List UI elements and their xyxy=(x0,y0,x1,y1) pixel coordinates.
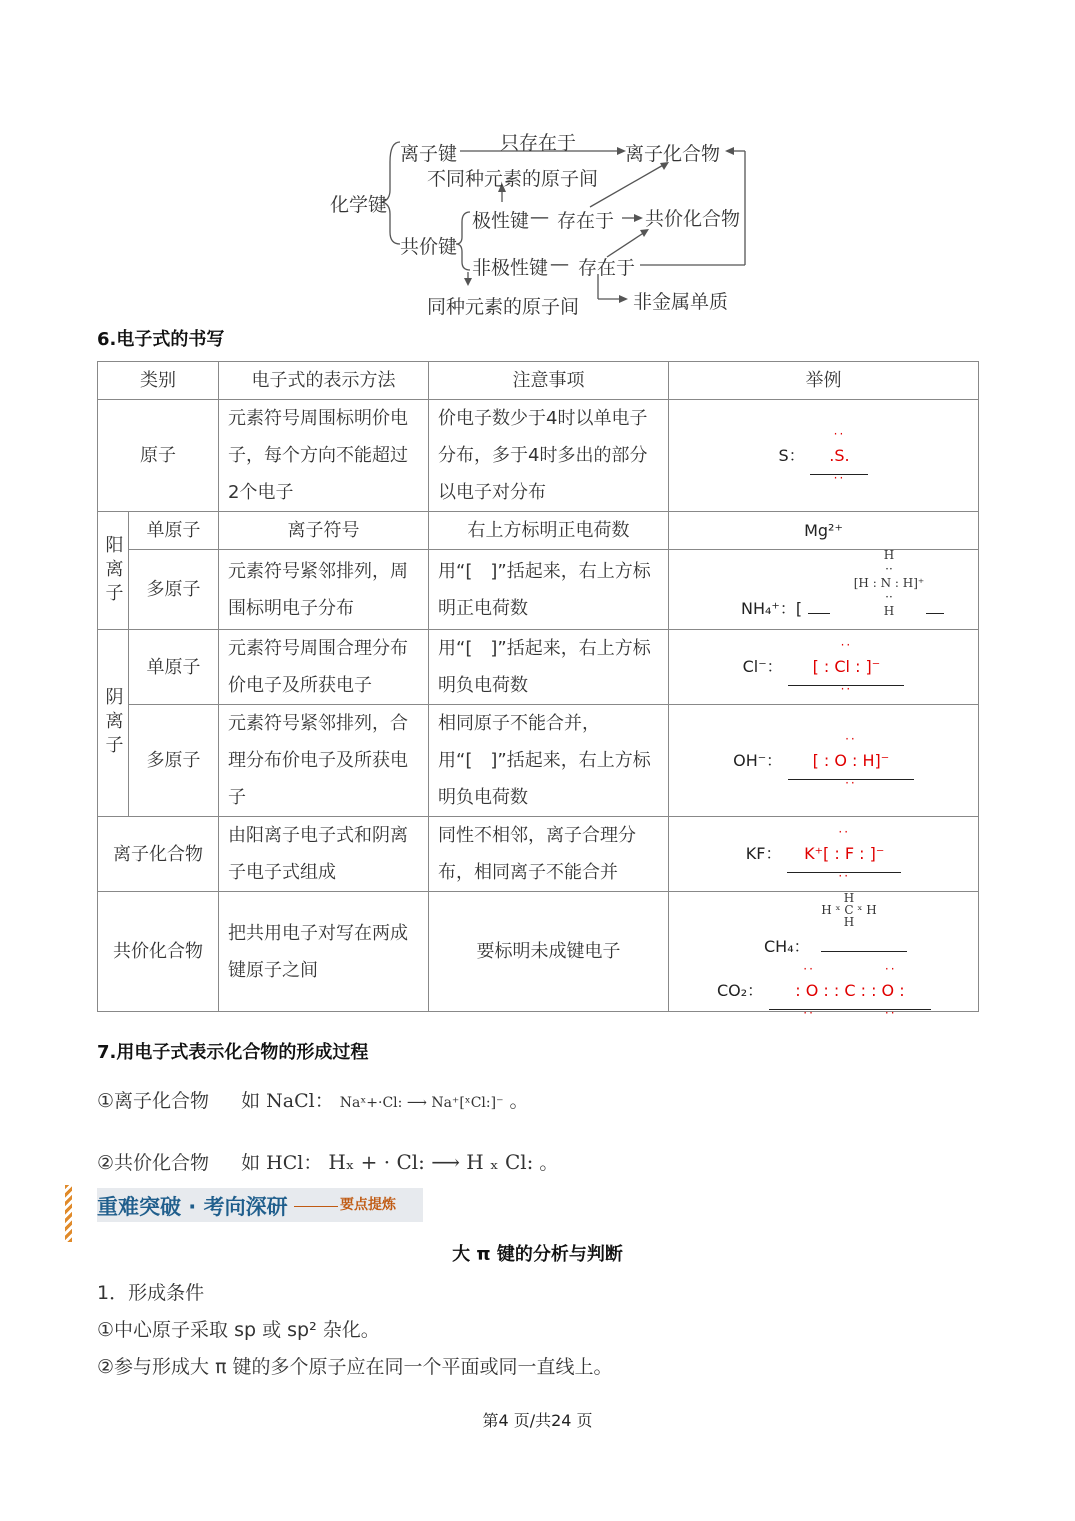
table-row-anion-mono xyxy=(98,630,979,705)
nonpolar-bond-label: 非极性键 xyxy=(472,257,549,279)
cell-cation-mono-note: 右上方标明正电荷数 xyxy=(429,512,669,550)
co2-label: CO₂： xyxy=(717,981,764,1000)
cell-covalent-note: 要标明未成键电子 xyxy=(429,892,669,1012)
header-example: 举例 xyxy=(669,362,979,400)
cell-covalent-category: 共价化合物 xyxy=(98,892,219,1012)
cell-anion-poly-note: 相同原子不能合并，用“[ ]”括起来，右上方标明负电荷数 xyxy=(429,705,669,817)
cell-covalent-method: 把共用电子对写在两成键原子之间 xyxy=(219,892,429,1012)
cell-cation-poly-sub: 多原子 xyxy=(129,550,219,630)
pi-item-3: ②参与形成大 π 键的多个原子应在同一个平面或同一直线上。 xyxy=(97,1356,613,1378)
ch4-structure: H H ˣ C ˣ H H xyxy=(821,891,877,929)
cell-atom-note: 价电子数少于4时以单电子分布，多于4时多出的部分以电子对分布 xyxy=(429,400,669,512)
cell-cation-poly-example xyxy=(669,550,979,630)
atom-example-answer: ·· .S. ·· xyxy=(829,426,850,485)
cell-anion-group: 阴离子 xyxy=(98,630,129,817)
ch4-label: CH₄： xyxy=(764,937,810,956)
covalent-formation-line xyxy=(97,1148,558,1175)
diff-elements-label: 不同种元素的原子间 xyxy=(427,168,599,190)
ionic-formation-line xyxy=(97,1086,529,1113)
header-note: 注意事项 xyxy=(429,362,669,400)
nh4-label: NH₄⁺：[ xyxy=(741,599,803,618)
co2-example-line xyxy=(717,962,931,1020)
oh-example-answer: ·· [ : O : H]⁻ ·· xyxy=(812,731,890,790)
same-elements-label: 同种元素的原子间 xyxy=(427,296,580,318)
cell-ionic-example xyxy=(669,817,979,892)
pi-item-2: ①中心原子采取 sp 或 sp² 杂化。 xyxy=(97,1319,380,1341)
pi-item-1: 1．形成条件 xyxy=(97,1282,205,1304)
cell-anion-mono-example xyxy=(669,630,979,705)
kf-example-answer: ·· K⁺[ : F : ]⁻ ·· xyxy=(804,825,885,883)
cl-example-label: Cl⁻： xyxy=(742,657,783,676)
bond-concept-map xyxy=(320,122,760,322)
section-banner xyxy=(97,1188,423,1222)
cl-example-answer: ·· [ : Cl : ]⁻ ·· xyxy=(812,638,881,696)
nh4-structure: H ·· [H : N : H]⁺ ·· H xyxy=(853,548,925,618)
table-header-row xyxy=(98,362,979,400)
header-method: 电子式的表示方法 xyxy=(219,362,429,400)
cell-atom-example xyxy=(669,400,979,512)
ch4-example-line xyxy=(764,928,907,965)
nonpolar-dash: — xyxy=(550,253,569,275)
polar-dash: — xyxy=(530,206,549,228)
section-6-heading: 6.电子式的书写 xyxy=(97,329,225,350)
table-row-covalent-compound xyxy=(98,892,979,1012)
ionic-bond-label: 离子键 xyxy=(400,143,458,165)
banner-stripe xyxy=(65,1185,72,1242)
cell-ionic-method: 由阳离子电子式和阴离子电子式组成 xyxy=(219,817,429,892)
cell-ionic-note: 同性不相邻，离子合理分布，相同离子不能合并 xyxy=(429,817,669,892)
banner-title: 重难突破 · 考向深研 xyxy=(97,1195,288,1219)
cell-cation-mono-method: 离子符号 xyxy=(219,512,429,550)
table-row-anion-poly xyxy=(98,705,979,817)
cell-anion-poly-sub: 多原子 xyxy=(129,705,219,817)
polar-bond-label: 极性键 xyxy=(472,210,530,232)
ionic-compound-label: 离子化合物 xyxy=(625,143,721,165)
cell-anion-poly-method: 元素符号紧邻排列，合理分布价电子及所获电子 xyxy=(219,705,429,817)
cell-ionic-category: 离子化合物 xyxy=(98,817,219,892)
hcl-example-label: 如 HCl： xyxy=(241,1152,323,1174)
table-row-atom xyxy=(98,400,979,512)
cell-cation-poly-method: 元素符号紧邻排列，周围标明电子分布 xyxy=(219,550,429,630)
chemical-bond-label: 化学键 xyxy=(330,194,388,216)
co2-example-answer: ·· ·· : O : : C : : O : ·· ·· xyxy=(795,962,905,1020)
nonpolar-exists-label: 存在于 xyxy=(578,257,636,279)
only-exists-label: 只存在于 xyxy=(500,132,577,154)
covalent-formation-label: ②共价化合物 xyxy=(97,1152,210,1174)
cell-atom-method: 元素符号周围标明价电子，每个方向不能超过2个电子 xyxy=(219,400,429,512)
cell-anion-poly-example xyxy=(669,705,979,817)
table-row-cation-mono xyxy=(98,512,979,550)
section-7-heading: 7.用电子式表示化合物的形成过程 xyxy=(97,1042,369,1063)
cell-cation-group: 阳离子 xyxy=(98,512,129,630)
cell-anion-mono-sub: 单原子 xyxy=(129,630,219,705)
covalent-bond-label: 共价键 xyxy=(400,236,458,258)
nh4-example-line xyxy=(741,590,944,627)
hcl-formation-end: 。 xyxy=(539,1152,559,1174)
kf-example-label: KF： xyxy=(745,844,782,863)
atom-example-label: S： xyxy=(778,445,805,465)
hcl-formation-formula: Hₓ + · Cl: ⟶ H ₓ Cl: xyxy=(328,1150,534,1174)
mg-example: Mg²⁺ xyxy=(804,521,843,540)
banner-subtitle: 要点提炼 xyxy=(340,1197,396,1213)
cell-atom-category: 原子 xyxy=(98,400,219,512)
polar-exists-label: 存在于 xyxy=(557,210,615,232)
oh-example-label: OH⁻： xyxy=(733,750,783,770)
nonmetal-element-label: 非金属单质 xyxy=(633,291,729,313)
pi-bond-title: 大 π 键的分析与判断 xyxy=(452,1244,623,1265)
cell-cation-mono-example xyxy=(669,512,979,550)
nacl-formation-end: 。 xyxy=(509,1090,529,1112)
ionic-formation-label: ①离子化合物 xyxy=(97,1090,210,1112)
electron-formula-table xyxy=(97,361,979,1020)
table-row-ionic-compound xyxy=(98,817,979,892)
nacl-example-label: 如 NaCl： xyxy=(241,1090,334,1112)
table-row-cation-poly xyxy=(98,550,979,630)
cell-anion-mono-note: 用“[ ]”括起来，右上方标明负电荷数 xyxy=(429,630,669,705)
cell-cation-poly-note: 用“[ ]”括起来，右上方标明正电荷数 xyxy=(429,550,669,630)
covalent-compound-label: 共价化合物 xyxy=(645,208,741,230)
banner-rule xyxy=(294,1206,338,1207)
atom-example-answer-blank xyxy=(810,426,868,485)
cell-anion-mono-method: 元素符号周围合理分布价电子及所获电子 xyxy=(219,630,429,705)
cell-cation-mono-sub: 单原子 xyxy=(129,512,219,550)
header-category: 类别 xyxy=(98,362,219,400)
cell-covalent-example xyxy=(669,891,979,1020)
nacl-formation-formula: Naˣ+·Cl: ⟶ Na⁺[ˣCl:]⁻ xyxy=(339,1095,504,1111)
page-footer: 第4 页/共24 页 xyxy=(482,1411,593,1430)
